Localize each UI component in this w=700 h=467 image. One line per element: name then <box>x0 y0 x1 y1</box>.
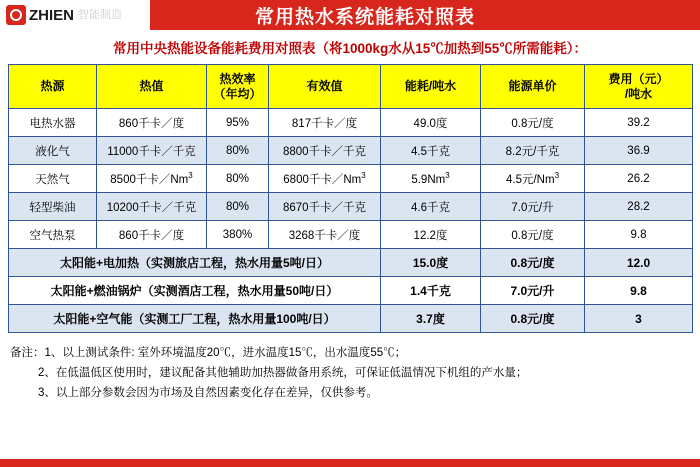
col-header-source <box>9 65 97 109</box>
page-title: 常用热水系统能耗对照表 <box>254 6 475 28</box>
cell-effective-value: 3268千卡／度 <box>269 221 381 249</box>
cell-source: 电热水器 <box>9 109 97 137</box>
table-header-row <box>9 65 693 109</box>
cell-consumption: 12.2度 <box>381 221 481 249</box>
cell-unit-price: 0.8元/度 <box>481 221 585 249</box>
energy-comparison-table <box>8 64 693 333</box>
table-row <box>9 305 693 333</box>
table-body <box>9 109 693 333</box>
brand-logo <box>0 0 150 30</box>
cell-source: 空气热泵 <box>9 221 97 249</box>
table-row <box>9 277 693 305</box>
cell-unit-price: 0.8元/度 <box>481 109 585 137</box>
note-line-3 <box>10 383 690 403</box>
col-header-effective-value <box>269 65 381 109</box>
col-header-unit-price-label: 能源单价 <box>508 79 557 93</box>
cell-consumption: 15.0度 <box>381 249 481 277</box>
cell-efficiency: 80% <box>207 165 269 193</box>
cell-effective-value: 817千卡／度 <box>269 109 381 137</box>
header-bar <box>0 0 700 30</box>
col-header-consumption <box>381 65 481 109</box>
table-row <box>9 165 693 193</box>
table-container <box>0 64 700 333</box>
cell-cost: 26.2 <box>585 165 693 193</box>
cell-cost: 9.8 <box>585 277 693 305</box>
cell-efficiency: 80% <box>207 193 269 221</box>
col-header-source-label: 热源 <box>40 79 65 93</box>
cell-consumption: 4.5千克 <box>381 137 481 165</box>
cell-cost: 28.2 <box>585 193 693 221</box>
cell-consumption: 3.7度 <box>381 305 481 333</box>
cell-unit-price: 8.2元/千克 <box>481 137 585 165</box>
subtitle-row <box>0 30 700 64</box>
cell-heat-value: 860千卡／度 <box>97 109 207 137</box>
table-header <box>9 65 693 109</box>
cell-cost: 9.8 <box>585 221 693 249</box>
cell-heat-value: 860千卡／度 <box>97 221 207 249</box>
cell-unit-price: 0.8元/度 <box>481 305 585 333</box>
cell-heat-value: 10200千卡／千克 <box>97 193 207 221</box>
note-line-1 <box>10 343 690 363</box>
cell-effective-value: 8800千卡／千克 <box>269 137 381 165</box>
note-item-1: 1、以上测试条件: 室外环境温度20℃，进水温度15℃，出水温度55℃； <box>44 347 407 359</box>
col-header-efficiency <box>207 65 269 109</box>
logo-mark-icon <box>6 5 26 25</box>
cell-consumption: 4.6千克 <box>381 193 481 221</box>
cell-heat-value: 11000千卡／千克 <box>97 137 207 165</box>
cell-unit-price: 0.8元/度 <box>481 249 585 277</box>
subtitle-text: 常用中央热能设备能耗费用对照表（将1000kg水从15℃加热到55℃所需能耗）： <box>112 41 588 56</box>
cell-consumption: 49.0度 <box>381 109 481 137</box>
cell-cost: 3 <box>585 305 693 333</box>
cell-unit-price: 7.0元/升 <box>481 277 585 305</box>
col-header-consumption-label: 能耗/吨水 <box>404 79 457 93</box>
cell-solar-label: 太阳能+燃油锅炉（实测酒店工程，热水用量50吨/日） <box>9 277 381 305</box>
logo-text: ZHIEN <box>29 6 74 24</box>
cell-solar-label: 太阳能+空气能（实测工厂工程，热水用量100吨/日） <box>9 305 381 333</box>
col-header-heat-value-label: 热值 <box>139 79 164 93</box>
table-row <box>9 109 693 137</box>
cell-heat-value: 8500千卡／Nm$^3$ <box>97 165 207 193</box>
cell-unit-price: 4.5元/Nm$^3$ <box>481 165 585 193</box>
col-header-cost <box>585 65 693 109</box>
cell-effective-value: 6800千卡／Nm$^3$ <box>269 165 381 193</box>
cell-source: 天然气 <box>9 165 97 193</box>
table-row <box>9 249 693 277</box>
note-item-2: 2、在低温低区使用时，建议配备其他辅助加热器做备用系统，可保证低温情况下机组的产水量； <box>38 367 528 380</box>
table-row <box>9 137 693 165</box>
cell-cost: 36.9 <box>585 137 693 165</box>
cell-cost: 39.2 <box>585 109 693 137</box>
col-header-unit-price <box>481 65 585 109</box>
note-line-2 <box>10 363 690 383</box>
footer-bar <box>0 459 700 467</box>
table-row <box>9 221 693 249</box>
table-row <box>9 193 693 221</box>
col-header-heat-value <box>97 65 207 109</box>
col-header-efficiency-label: 热效率 （年均） <box>213 71 262 101</box>
cell-efficiency: 80% <box>207 137 269 165</box>
cell-efficiency: 95% <box>207 109 269 137</box>
cell-consumption: 1.4千克 <box>381 277 481 305</box>
cell-consumption: 5.9Nm$^3$ <box>381 165 481 193</box>
col-header-cost-label: 费用（元） /吨水 <box>608 71 669 101</box>
cell-cost: 12.0 <box>585 249 693 277</box>
cell-efficiency: 380% <box>207 221 269 249</box>
cell-unit-price: 7.0元/升 <box>481 193 585 221</box>
logo-subtext: 智能制造 <box>78 8 122 21</box>
notes-label: 备注： <box>10 347 45 359</box>
cell-source: 液化气 <box>9 137 97 165</box>
cell-source: 轻型柴油 <box>9 193 97 221</box>
col-header-effective-value-label: 有效值 <box>306 79 343 93</box>
cell-effective-value: 8670千卡／千克 <box>269 193 381 221</box>
cell-solar-label: 太阳能+电加热（实测旅店工程，热水用量5吨/日） <box>9 249 381 277</box>
notes-section <box>0 339 700 403</box>
note-item-3: 3、以上部分参数会因为市场及自然因素变化存在差异，仅供参考。 <box>38 387 378 400</box>
